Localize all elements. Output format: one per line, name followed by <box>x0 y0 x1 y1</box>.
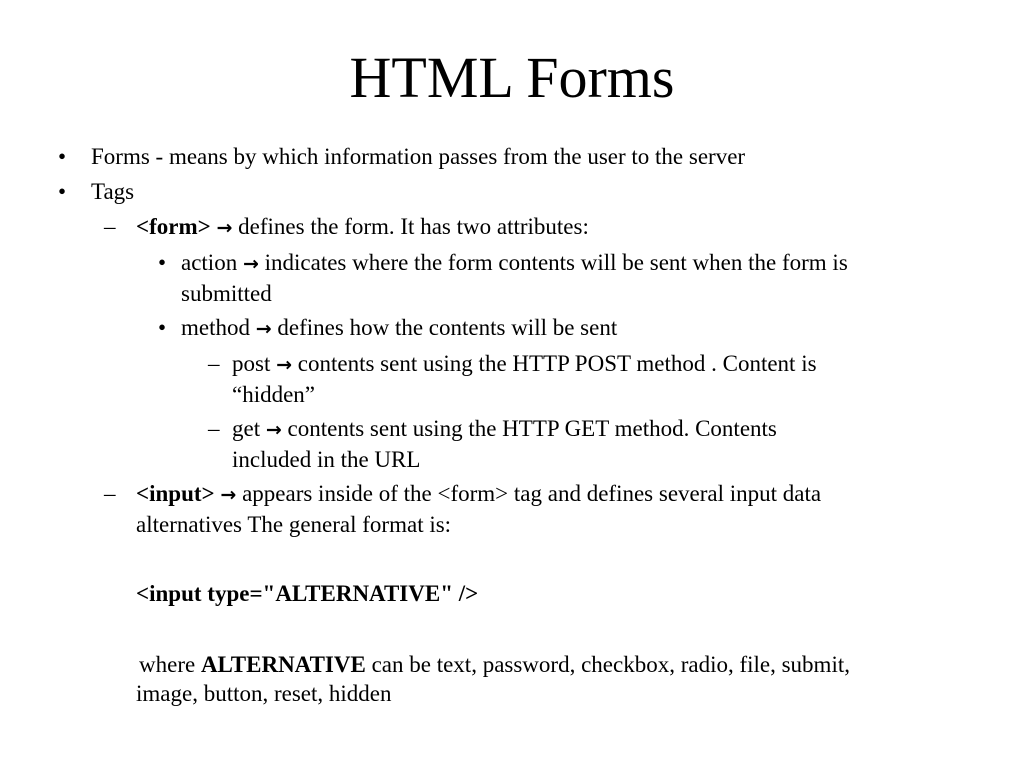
form-tag-text: defines the form. It has two attributes: <box>232 214 589 239</box>
arrow-right-icon: → <box>220 484 237 506</box>
where-prefix: where <box>139 652 201 677</box>
item-action <box>181 248 848 308</box>
method-text: defines how the contents will be sent <box>271 315 618 340</box>
post-text-line2: “hidden” <box>232 382 316 407</box>
get-text-line2: included in the URL <box>232 447 421 472</box>
item-post <box>232 349 817 409</box>
item-get <box>232 414 777 474</box>
bullet-dash: – <box>208 351 220 376</box>
item-forms: Forms - means by which information passes from the user to the server <box>91 144 746 169</box>
item-input-tag <box>136 479 821 539</box>
bullet-dot: • <box>158 250 167 275</box>
get-text-line1: contents sent using the HTTP GET method. Contents <box>281 416 777 441</box>
arrow-right-icon: → <box>255 318 272 340</box>
method-label: method <box>181 315 250 340</box>
bullet-dot: • <box>58 144 67 169</box>
bullet-dot: • <box>58 179 67 204</box>
action-label: action <box>181 250 238 275</box>
where-keyword: ALTERNATIVE <box>200 652 366 677</box>
action-text-line1: indicates where the form contents will be sent when the form is <box>258 250 848 275</box>
action-text-line2: submitted <box>181 281 272 306</box>
input-tag-text-line1: appears inside of the <form> tag and defines several input data <box>236 481 822 506</box>
input-tag-code: <input> <box>136 481 215 506</box>
where-text-line1: can be text, password, checkbox, radio, file, submit, <box>365 652 850 677</box>
bullet-dash: – <box>208 416 220 441</box>
form-tag-code: <form> <box>136 214 211 239</box>
bullet-dash: – <box>104 214 116 239</box>
input-tag-text-line2: alternatives The general format is: <box>136 512 452 537</box>
get-label: get <box>232 416 261 441</box>
arrow-right-icon: → <box>242 253 259 275</box>
item-tags: Tags <box>91 179 135 204</box>
arrow-right-icon: → <box>265 419 282 441</box>
slide-title: HTML Forms <box>349 45 675 110</box>
bullet-dot: • <box>158 315 167 340</box>
item-where <box>136 650 850 708</box>
arrow-right-icon: → <box>216 217 233 239</box>
post-label: post <box>232 351 271 376</box>
post-text-line1: contents sent using the HTTP POST method . Content is <box>292 351 817 376</box>
input-example: <input type="ALTERNATIVE" /> <box>136 581 479 606</box>
bullet-dash: – <box>104 481 116 506</box>
item-form-tag <box>136 212 589 243</box>
arrow-right-icon: → <box>276 354 293 376</box>
where-text-line2: image, button, reset, hidden <box>136 681 392 706</box>
item-method <box>181 313 617 344</box>
